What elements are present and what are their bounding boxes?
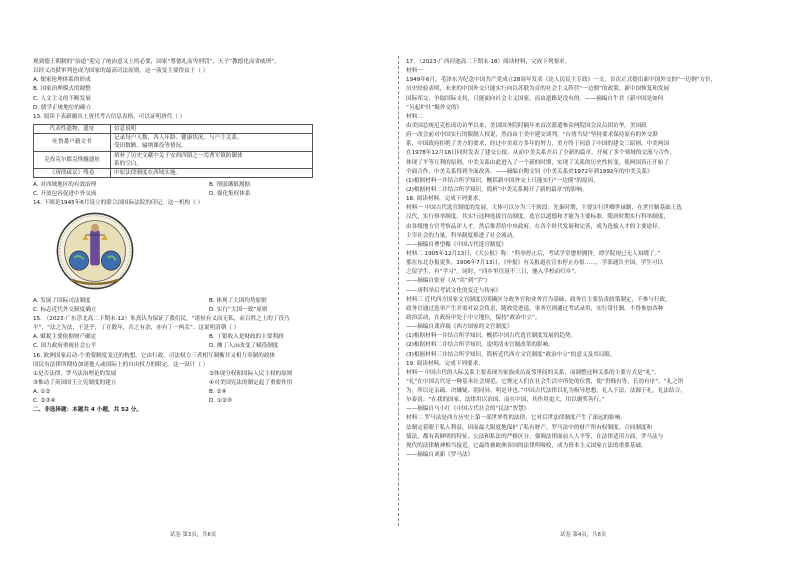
q12-option-a: A. 儒家伦理体系的形成: [33, 77, 91, 84]
right-text-line: 现代的法律精神相当接近。它最终被欧洲各国的法律所吸收，成为资本主义国家立法的重要基础。: [406, 442, 647, 449]
right-text-line: 汉代，实行察举制度。其实行这种选拔官员制度，选官以道德和才能为主要标准。隋唐时期实行科举制度，: [406, 214, 669, 221]
q13-option-a: A. 对西域地区的有效治理: [33, 182, 97, 189]
q13-stem: 13. 阅读下表新疆出土唐代考古信息表格，可以证明唐代（ ）: [33, 113, 186, 120]
right-text-line: 材料二: [406, 113, 423, 120]
q12-option-b: B. 国家治理模式的调整: [33, 86, 91, 93]
right-text-line: 债法，都有着鲜明的特征。公法和私法的严格区分，强调法律面前人人平等，在法律适用方面，罗马法与: [406, 433, 664, 440]
right-text-line: ——摘编自刘新《罗马法》: [406, 452, 474, 459]
q14-option-b: B. 体现了大国均势原则: [209, 297, 267, 304]
globe-right-icon: [101, 251, 120, 270]
q16-item-2: ②体现分权和国际人民主权的原则: [209, 370, 293, 377]
right-text-line: 国际邦交，争取国际支持，只能面向社会主义国家，而由道路是没有的。——摘编自牛君《新中国是如何: [406, 95, 664, 102]
right-text-line: 1949年6月，毛泽东为纪念中国共产党成立28周年发表《论人民民主专政》一文，首次正式提出新中国外交的“一边倒”方针，: [406, 77, 717, 84]
right-text-line: 18. 阅读材料，完成下列要求。: [406, 196, 484, 203]
q14-options-row-1: [33, 297, 393, 306]
intro-line-1: 观到德王朝制的“治道”迎完了统治意义上的必要，国家“尊德礼而卑刑罚”，天子“教德化而省威刑”，: [33, 59, 280, 65]
q16-item-4: ④对美国宪法的制定起了重要作用: [209, 380, 293, 387]
right-text-line: “另起炉灶”揭外交的》: [406, 104, 463, 111]
right-text-line: (2)根据材料二并结合所学知识，简析“中美关系揭开了新的篇章”的影响。: [406, 186, 588, 193]
q15-option-a: A. 赋税主要依据财产确定: [33, 334, 97, 341]
q16-item-3: ③推动了英国国王立宪制度的建立: [33, 380, 117, 387]
q13-option-b: B. 削弱藩镇割据: [209, 182, 250, 189]
q13-options-row-2: [33, 190, 393, 199]
q16-options-row-1: [33, 388, 393, 397]
q14-option-a: A. 发展了国际司法制度: [33, 297, 91, 304]
right-text-line: 材料一 中国古代的人际关系主要表现为家族成员及邻里间的关系，而调整这种关系的主要方式是“礼”。: [406, 369, 660, 376]
q15-option-d: D. 摊丁入亩改变了赋役制度: [209, 343, 279, 350]
table-cell-info: [111, 134, 313, 151]
right-text-line: 历史经验表明，未来的中国外交只能实行向以苏联为首的社会主义阵营“一边倒”的政策。新中国恢复和发展: [406, 86, 670, 93]
right-text-line: ——摘编自马小红《中国古代社会的“民法”智慧》: [406, 406, 530, 413]
q16-option-a: A. ①②: [33, 389, 51, 396]
table-cell-name: 吐鲁番户籍文书: [34, 134, 111, 151]
table-cell-name: 《唐律疏议》残卷: [34, 169, 111, 178]
right-text-line: 17. （2023·广西河池高二下期末·18）阅读材料，完成下列要求。: [406, 59, 571, 65]
right-text-line: 那在东北办报更多，1906年7月13日，《申报》有关报道在宣布停止办报……，学部通告全国，学生可以: [406, 260, 664, 267]
page-footer-right: 试卷 第4页，共6页: [560, 532, 607, 538]
table-header-cell: 信息说明: [111, 124, 313, 133]
q16-items-row-2: [33, 379, 393, 388]
right-text-line: 由美国总统尼克松成功访华以来，美国国务院时隔年来首次派遣参众两院国会议员团访华，美国政: [406, 122, 647, 129]
left-column: [33, 58, 393, 416]
right-text-line: 材料二 罗马法是西方历史上第一部世界性的法律，它对后世法律制度产生了深远的影响。: [406, 415, 626, 422]
section-title: 二、非选择题：本题共 4 小题，共 52 分。: [33, 407, 142, 414]
right-text-line: 全面合作，中美关系得到全面改善。——摘编自陶文钊《中美关系史1972年到1992年的中美关系》: [406, 168, 653, 175]
q16-option-b: B. ②④: [209, 389, 227, 396]
q16-options-row-2: [33, 397, 393, 406]
q16-items-row-1: [33, 370, 393, 379]
right-text-line: (1)根据材料一并结合所学知识，概括新中国外交上只能实行“一边倒”的原因。: [406, 177, 599, 184]
right-text-line: 材料一 中国古代选官制度的发展，大体可以分为三个阶段：先秦时期，主要实行世卿世禄制，在世官制基础上选: [406, 205, 682, 212]
q16-item-1: ①是否法律，罗马法治理论的发展: [33, 370, 117, 377]
right-text-line: 材料三 近代西方国家文官制度以明确区分政务官和业务官为基础，政务官主要负责政策制定，不参与行政，: [406, 296, 671, 303]
right-text-line: 法制定着眼于私人利益，因而最大限度地保护了私有财产，罗马法中的财产所有权制度、合同制度和: [406, 424, 653, 431]
right-text-line: 由各级地方官考察品评人才，然后推荐给中央政府。在各个时代发展和完善，成为选拔人才的主要途径。: [406, 223, 664, 230]
table-header-cell: 代表性遗物、遗址: [34, 124, 111, 133]
right-text-line: 政治活动，在政府中处于中立地位，保持“政治中立”。: [406, 314, 541, 321]
q16-stem-line-1: 16. 欧洲国家启动-个重要制度变迁的构想。它由行政，司法权力三者相互制衡并又相互牵制的政体: [33, 352, 276, 359]
right-text-line: 体现了平等互利的原则，中美关系由此进入了一个新的时期，实现了关系的历史性转变，使两国真正开始了: [406, 159, 669, 166]
q16-option-d: D. ①②③: [209, 398, 232, 405]
icj-seal-emblem: [55, 211, 135, 291]
q15-options-row-1: [33, 333, 393, 342]
table-row: [34, 151, 313, 168]
right-text-line: 之留学生，有“学习”。同时，“四乡里往返不三日，驰入学校而归乡”。: [406, 269, 580, 276]
q15-option-c: C. 国力政府重视社会公平: [33, 343, 97, 350]
table-cell-line: 中原法律制度在西域实施。: [114, 170, 182, 176]
table-cell-line: 系的空白。: [114, 160, 142, 167]
q12-option-d: D. 儒学正统地位的确立: [33, 104, 92, 111]
table-cell-info: [111, 169, 313, 178]
right-text-line: 系，中国政府拒绝了美方的要求，经过中美双方多年的努力，美方终于同意了中国的建交三原则，中美两国: [406, 141, 669, 148]
q14-option-d: D. 实行“大国一致”原则: [209, 306, 268, 313]
table-cell-info: [111, 151, 313, 168]
right-text-line: ——摘编自龚祥瑞《西方国家的文官制度》: [406, 324, 513, 331]
table-row: [34, 169, 313, 178]
q14-stem: 14. 下图是1945年6月设立的联合国国际法院的印记。这一机构（ ）: [33, 200, 204, 207]
right-text-line: ——摘编自曹望楣《中国古代选官制度》: [406, 241, 507, 248]
table-header-row: [34, 124, 313, 133]
q14-option-c: C. 标志近代外交制度确立: [33, 306, 97, 313]
q12-option-c: C. 人文主义的不断发展: [33, 95, 91, 102]
q16-option-c: C. ②③④: [33, 398, 56, 405]
right-text-line: (3)根据材料三并结合所学知识，简析近代西方文官制度“政治中立”的意义及其局限。: [406, 351, 616, 358]
table-cell-line: 受田数额、输纳课役等情况。: [114, 143, 187, 150]
column-divider: [398, 56, 399, 526]
q13-options-row-1: [33, 181, 393, 190]
right-text-line: ——摘编自张亚《从“宾”到“学”》: [406, 278, 491, 285]
q14-options-row-2: [33, 306, 393, 315]
right-text-line: 材料一: [406, 68, 423, 75]
q13-option-d: D. 强化集权体系: [209, 191, 251, 198]
q15-stem-line-2: 平”，“法之为法，于是乎，丁在数年，否之有余，亦有丁一两关”。这说明清朝（ ）: [33, 325, 240, 332]
table-row: [34, 134, 313, 151]
right-text-line: (2)根据材料二并结合所学知识，说明清末官制改革的影响。: [406, 342, 554, 349]
justice-figure-head: [91, 223, 99, 231]
q15-stem-line-1: 15. （2023·广东浮北高二下期末·12）朱熹认为保证了我们民，“诸侯有义而无私，而百姓之上的丁役乃: [33, 316, 290, 323]
globe-left-icon: [69, 251, 88, 270]
justice-figure-icon: [90, 230, 100, 265]
q15-options-row-2: [33, 342, 393, 351]
right-text-line: 19. 阅读材料，完成下列要求。: [406, 360, 484, 367]
page-footer-left: 试卷 第3页，共6页: [170, 532, 217, 538]
table-cell-line: 填补了历史文献中关于安西四镇之一焉耆军镇防御体: [114, 152, 243, 159]
q15-option-b: B. 丁银收入是财政的主要利润: [209, 334, 284, 341]
right-text-line: 材料二 1905年12月13日，《大公报》称：“科举停止后，考试学堂愈形拥挤，谭学院现已无人知晓了。”: [406, 250, 661, 257]
q13-option-c: C. 开放包容促进中外交流: [33, 191, 97, 198]
right-text-line: 为，所以定亲疏、决嫌疑、别同异、明是非也。”中国古代法律以礼为指导思想，礼入于法，法源于礼，礼法结合。: [406, 388, 686, 395]
right-text-line: 在1978年12月16日同时发表了建交公报。从而中美关系开启了全新的篇章，开展了多个领域的交流与合作，: [406, 150, 676, 157]
right-column: [406, 58, 772, 460]
table-cell-line: 记录每户人数、各人年龄、健康状况、与户主关系、: [114, 135, 243, 142]
right-text-line: 尔泰说：“在我的国家，法律用以治国，而在中国，其作用更大，用以褒奖善行。”: [406, 397, 605, 404]
right-text-line: 府一改会前对中国实行的限制人权说，然而由于美中建交谈判，“台湾当局”坚持要求保持原有的外交联: [406, 132, 658, 139]
right-text-line: 政务官通过选举产生并需对议会负责，随政党进退，事务官则通过考试录用，实行常任制，不得参加各种: [406, 305, 664, 312]
intro-line-2: 以经义决狱审判也成为国家的最高司法原则。这一演变主要得益于（ ）: [33, 68, 209, 75]
table-cell-name: 克孜克尔都克烽燧遗址: [34, 151, 111, 168]
q16-stem-line-2: 国民有法律所期待加诸他人或国际上的自由权力的限定。这一设计（ ）: [33, 361, 209, 368]
artifact-table: [33, 124, 313, 178]
right-text-line: 主宰社会的力量，科举制度推进了社会流动。: [406, 232, 518, 239]
right-text-line: ——唐科举后考试文化的变迁与传承》: [406, 287, 502, 294]
right-text-line: (1)根据材料一并结合所学知识，概括中国古代选官制度发展的趋势。: [406, 333, 577, 340]
right-text-line: “礼”在中国古代是一种基本社会规范。它规定人们在社会生活中所处的位置，使“贵贱有等，长幼有序”。“礼之所: [406, 378, 684, 385]
